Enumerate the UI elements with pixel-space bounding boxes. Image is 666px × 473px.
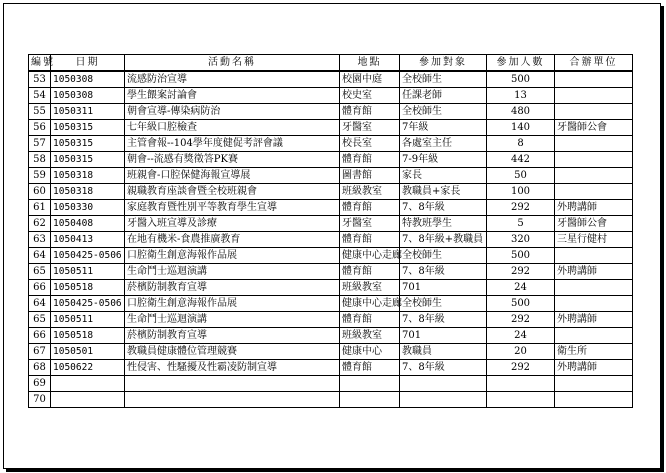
cell-unit bbox=[555, 376, 633, 392]
cell-place: 健康中心走廊 bbox=[340, 248, 400, 264]
cell-place: 體育館 bbox=[340, 312, 400, 328]
cell-unit bbox=[555, 88, 633, 104]
cell-target bbox=[400, 392, 487, 408]
cell-unit: 外聘講師 bbox=[555, 200, 633, 216]
cell-activity: 親職教育座談會暨全校班親會 bbox=[125, 184, 340, 200]
cell-place: 健康中心走廊 bbox=[340, 296, 400, 312]
cell-activity: 班親會-口腔保健海報宣導展 bbox=[125, 168, 340, 184]
cell-activity: 朝會--流感有獎徵答PK賽 bbox=[125, 152, 340, 168]
header-place: 地點 bbox=[340, 55, 400, 72]
table-row bbox=[29, 296, 633, 312]
cell-place: 健康中心 bbox=[340, 344, 400, 360]
cell-count: 13 bbox=[487, 88, 555, 104]
cell-target: 7、8年級 bbox=[400, 200, 487, 216]
cell-date bbox=[51, 392, 125, 408]
cell-unit: 牙醫師公會 bbox=[555, 216, 633, 232]
header-date: 日期 bbox=[51, 55, 125, 72]
table-row bbox=[29, 216, 633, 232]
table-row bbox=[29, 184, 633, 200]
cell-unit bbox=[555, 152, 633, 168]
cell-activity: 七年級口腔檢查 bbox=[125, 120, 340, 136]
cell-date: 1050315 bbox=[51, 120, 125, 136]
header-no: 編號 bbox=[29, 55, 51, 72]
cell-unit bbox=[555, 184, 633, 200]
cell-place: 班級教室 bbox=[340, 184, 400, 200]
table-row bbox=[29, 344, 633, 360]
cell-count: 24 bbox=[487, 328, 555, 344]
cell-unit bbox=[555, 248, 633, 264]
cell-activity: 口腔衛生創意海報作品展 bbox=[125, 296, 340, 312]
cell-unit bbox=[555, 168, 633, 184]
cell-place: 校園中庭 bbox=[340, 71, 400, 88]
cell-date: 1050425-0506 bbox=[51, 296, 125, 312]
cell-target: 任課老師 bbox=[400, 88, 487, 104]
cell-date: 1050318 bbox=[51, 184, 125, 200]
cell-count: 500 bbox=[487, 296, 555, 312]
cell-no: 68 bbox=[29, 360, 51, 376]
cell-date: 1050315 bbox=[51, 152, 125, 168]
table-row bbox=[29, 312, 633, 328]
table-row bbox=[29, 232, 633, 248]
cell-no: 63 bbox=[29, 232, 51, 248]
cell-count: 5 bbox=[487, 216, 555, 232]
cell-target: 7、8年級+教職員 bbox=[400, 232, 487, 248]
cell-count: 480 bbox=[487, 104, 555, 120]
cell-unit bbox=[555, 280, 633, 296]
cell-no: 70 bbox=[29, 392, 51, 408]
cell-no: 59 bbox=[29, 168, 51, 184]
cell-target: 全校師生 bbox=[400, 71, 487, 88]
table-row bbox=[29, 136, 633, 152]
cell-no: 64 bbox=[29, 248, 51, 264]
cell-unit bbox=[555, 296, 633, 312]
cell-target: 701 bbox=[400, 328, 487, 344]
cell-date: 1050408 bbox=[51, 216, 125, 232]
cell-activity: 菸檳防制教育宣導 bbox=[125, 328, 340, 344]
cell-date: 1050308 bbox=[51, 88, 125, 104]
cell-activity: 流感防治宣導 bbox=[125, 71, 340, 88]
cell-count: 500 bbox=[487, 71, 555, 88]
cell-target: 家長 bbox=[400, 168, 487, 184]
cell-no: 65 bbox=[29, 264, 51, 280]
cell-no: 56 bbox=[29, 120, 51, 136]
cell-target: 7、8年級 bbox=[400, 264, 487, 280]
cell-target: 7-9年級 bbox=[400, 152, 487, 168]
cell-unit: 三星行健村 bbox=[555, 232, 633, 248]
cell-date: 1050330 bbox=[51, 200, 125, 216]
cell-no: 64 bbox=[29, 296, 51, 312]
cell-place: 班級教室 bbox=[340, 328, 400, 344]
cell-activity bbox=[125, 376, 340, 392]
cell-no: 66 bbox=[29, 328, 51, 344]
cell-date: 1050413 bbox=[51, 232, 125, 248]
table-row bbox=[29, 280, 633, 296]
cell-count: 24 bbox=[487, 280, 555, 296]
cell-unit: 外聘講師 bbox=[555, 312, 633, 328]
header-count: 參加人數 bbox=[487, 55, 555, 72]
cell-unit bbox=[555, 392, 633, 408]
cell-date: 1050318 bbox=[51, 168, 125, 184]
cell-target: 7、8年級 bbox=[400, 360, 487, 376]
cell-count: 140 bbox=[487, 120, 555, 136]
table-row bbox=[29, 120, 633, 136]
cell-no: 58 bbox=[29, 152, 51, 168]
cell-no: 67 bbox=[29, 344, 51, 360]
cell-unit bbox=[555, 104, 633, 120]
header-unit: 合辦單位 bbox=[555, 55, 633, 72]
table-row bbox=[29, 392, 633, 408]
cell-unit: 衛生所 bbox=[555, 344, 633, 360]
cell-date: 1050311 bbox=[51, 104, 125, 120]
cell-place: 牙醫室 bbox=[340, 216, 400, 232]
cell-no: 54 bbox=[29, 88, 51, 104]
cell-target: 特教班學生 bbox=[400, 216, 487, 232]
table-row bbox=[29, 71, 633, 88]
activity-table bbox=[28, 54, 633, 408]
table-row bbox=[29, 104, 633, 120]
cell-place: 牙醫室 bbox=[340, 120, 400, 136]
cell-place: 體育館 bbox=[340, 360, 400, 376]
header-activity: 活動名稱 bbox=[125, 55, 340, 72]
cell-date bbox=[51, 376, 125, 392]
table-row bbox=[29, 264, 633, 280]
cell-place: 圖書館 bbox=[340, 168, 400, 184]
cell-no: 69 bbox=[29, 376, 51, 392]
cell-count: 20 bbox=[487, 344, 555, 360]
cell-activity: 生命鬥士巡迴演講 bbox=[125, 312, 340, 328]
cell-activity: 學生餵案討論會 bbox=[125, 88, 340, 104]
cell-place: 體育館 bbox=[340, 152, 400, 168]
cell-no: 53 bbox=[29, 71, 51, 88]
cell-count: 500 bbox=[487, 248, 555, 264]
table-row bbox=[29, 248, 633, 264]
cell-no: 55 bbox=[29, 104, 51, 120]
cell-date: 1050622 bbox=[51, 360, 125, 376]
table-header-row bbox=[29, 55, 633, 72]
cell-target: 教職員 bbox=[400, 344, 487, 360]
cell-activity: 牙醫入班宣導及診療 bbox=[125, 216, 340, 232]
cell-unit: 外聘講師 bbox=[555, 264, 633, 280]
cell-place bbox=[340, 376, 400, 392]
cell-unit bbox=[555, 328, 633, 344]
cell-count: 292 bbox=[487, 200, 555, 216]
cell-activity: 教職員健康體位管理競賽 bbox=[125, 344, 340, 360]
cell-target: 各處室主任 bbox=[400, 136, 487, 152]
cell-date: 1050308 bbox=[51, 71, 125, 88]
cell-activity: 在地有機米-食農推廣教育 bbox=[125, 232, 340, 248]
cell-place: 校長室 bbox=[340, 136, 400, 152]
cell-no: 66 bbox=[29, 280, 51, 296]
cell-activity bbox=[125, 392, 340, 408]
cell-no: 60 bbox=[29, 184, 51, 200]
cell-date: 1050425-0506 bbox=[51, 248, 125, 264]
cell-target: 7年級 bbox=[400, 120, 487, 136]
cell-no: 62 bbox=[29, 216, 51, 232]
table-row bbox=[29, 88, 633, 104]
cell-place: 班級教室 bbox=[340, 280, 400, 296]
cell-count: 292 bbox=[487, 312, 555, 328]
cell-target: 7、8年級 bbox=[400, 312, 487, 328]
cell-unit bbox=[555, 136, 633, 152]
cell-target: 701 bbox=[400, 280, 487, 296]
cell-count: 100 bbox=[487, 184, 555, 200]
table-row bbox=[29, 328, 633, 344]
cell-activity: 生命鬥士巡迴演講 bbox=[125, 264, 340, 280]
cell-activity: 家庭教育暨性別平等教育學生宣導 bbox=[125, 200, 340, 216]
cell-count bbox=[487, 376, 555, 392]
cell-count: 50 bbox=[487, 168, 555, 184]
table-row bbox=[29, 168, 633, 184]
cell-no: 65 bbox=[29, 312, 51, 328]
cell-no: 57 bbox=[29, 136, 51, 152]
table-row bbox=[29, 376, 633, 392]
cell-place: 體育館 bbox=[340, 104, 400, 120]
cell-activity: 主管會報--104學年度健促考評會議 bbox=[125, 136, 340, 152]
cell-activity: 性侵害、性騷擾及性霸凌防制宣導 bbox=[125, 360, 340, 376]
table-row bbox=[29, 152, 633, 168]
cell-date: 1050518 bbox=[51, 328, 125, 344]
cell-target: 全校師生 bbox=[400, 296, 487, 312]
cell-place: 體育館 bbox=[340, 264, 400, 280]
cell-unit bbox=[555, 71, 633, 88]
cell-target bbox=[400, 376, 487, 392]
cell-no: 61 bbox=[29, 200, 51, 216]
cell-activity: 菸檳防制教育宣導 bbox=[125, 280, 340, 296]
cell-target: 教職員+家長 bbox=[400, 184, 487, 200]
cell-date: 1050511 bbox=[51, 312, 125, 328]
cell-activity: 朝會宣導-傳染病防治 bbox=[125, 104, 340, 120]
cell-place: 體育館 bbox=[340, 200, 400, 216]
cell-place: 體育館 bbox=[340, 232, 400, 248]
cell-count: 320 bbox=[487, 232, 555, 248]
cell-count: 292 bbox=[487, 360, 555, 376]
cell-date: 1050511 bbox=[51, 264, 125, 280]
cell-place bbox=[340, 392, 400, 408]
cell-unit: 外聘講師 bbox=[555, 360, 633, 376]
cell-place: 校史室 bbox=[340, 88, 400, 104]
cell-target: 全校師生 bbox=[400, 104, 487, 120]
cell-date: 1050501 bbox=[51, 344, 125, 360]
cell-activity: 口腔衛生創意海報作品展 bbox=[125, 248, 340, 264]
cell-unit: 牙醫師公會 bbox=[555, 120, 633, 136]
header-target: 參加對象 bbox=[400, 55, 487, 72]
cell-count bbox=[487, 392, 555, 408]
table-row bbox=[29, 360, 633, 376]
cell-target: 全校師生 bbox=[400, 248, 487, 264]
cell-date: 1050518 bbox=[51, 280, 125, 296]
cell-count: 8 bbox=[487, 136, 555, 152]
cell-date: 1050315 bbox=[51, 136, 125, 152]
cell-count: 292 bbox=[487, 264, 555, 280]
cell-count: 442 bbox=[487, 152, 555, 168]
table-row bbox=[29, 200, 633, 216]
